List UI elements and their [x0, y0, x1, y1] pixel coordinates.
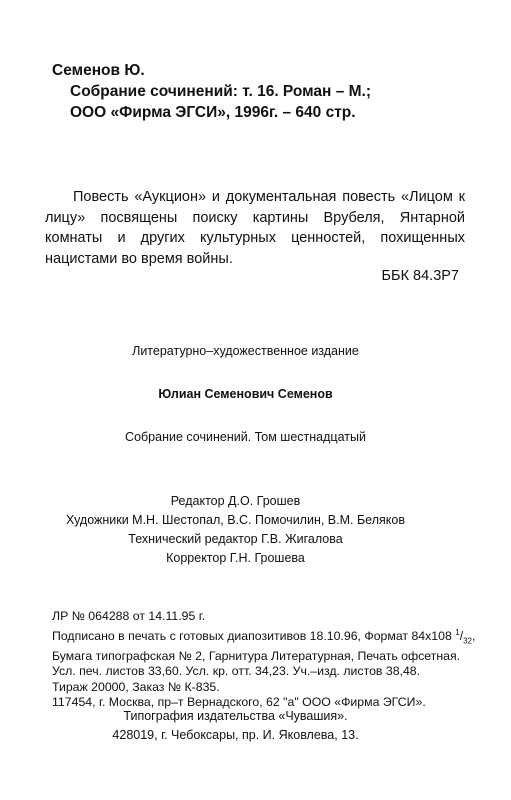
signed-line — [52, 625, 475, 649]
artists-credit: Художники М.Н. Шестопал, В.С. Помочилин, В.М. Беляков — [66, 513, 405, 527]
printer-info — [0, 707, 491, 745]
staff-credits — [0, 492, 491, 568]
editor-credit: Редактор Д.О. Грошев — [170, 494, 301, 508]
bbk-code: ББК 84.3Р7 — [381, 268, 459, 284]
biblio-author: Семенов Ю. — [52, 62, 145, 79]
print-run-line: Тираж 20000, Заказ № К-835. — [52, 679, 220, 694]
signed-text: Подписано в печать с готовых диапозитивов 18.10.96, Формат 84х108 — [52, 628, 452, 643]
bibliographic-record — [52, 60, 371, 123]
publisher-address-line: 117454, г. Москва, пр–т Вернадского, 62 "а" ООО «Фирма ЭГСИ». — [52, 695, 426, 710]
license-line: ЛР № 064288 от 14.11.95 г. — [52, 609, 206, 623]
proofreader-credit: Корректор Г.Н. Грошева — [166, 551, 305, 565]
sheets-line: Усл. печ. листов 33,60. Усл. кр. отт. 34,23. Уч.–изд. листов 38,48. — [52, 664, 421, 679]
printer-name: Типография издательства «Чувашия». — [123, 709, 348, 723]
collection-title: Собрание сочинений. Том шестнадцатый — [125, 430, 366, 444]
genre-label: Литературно–художественное издание — [132, 344, 359, 358]
biblio-title-line: Собрание сочинений: т. 16. Роман – М.; — [70, 83, 372, 100]
colophon — [52, 609, 475, 711]
printer-address: 428019, г. Чебоксары, пр. И. Яковлева, 13. — [112, 728, 359, 742]
biblio-publisher-line: ООО «Фирма ЭГСИ», 1996г. – 640 стр. — [70, 104, 356, 121]
tech-editor-credit: Технический редактор Г.В. Жигалова — [128, 532, 343, 546]
fraction-denominator: 32 — [463, 636, 473, 646]
annotation-paragraph: Повесть «Аукцион» и документальная повесть «Лицом к лицу» посвящены поиску картины Врубеля, Янтарной комнаты и других культурных ценностей, похищенных нацистами во время войны. — [45, 189, 465, 267]
format-fraction: $^1/_{32}$, — [455, 627, 476, 646]
fraction-numerator: 1 — [455, 627, 460, 637]
paper-line: Бумага типографская № 2, Гарнитура Литературная, Печать офсетная. — [52, 648, 461, 663]
author-full-name: Юлиан Семенович Семенов — [158, 387, 333, 401]
